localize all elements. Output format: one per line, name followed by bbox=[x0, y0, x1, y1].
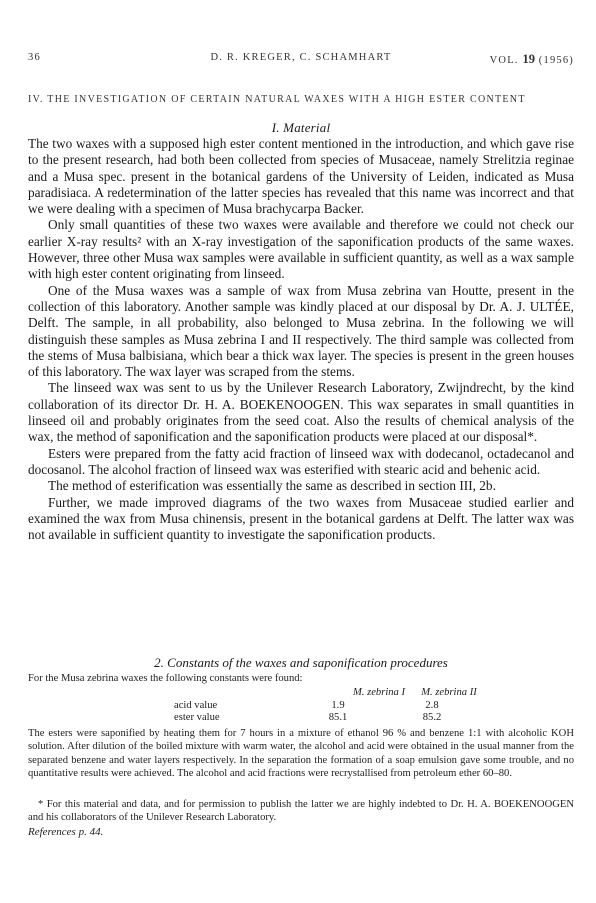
method-text: The esters were saponified by heating them for 7 hours in a mixture of ethanol 96 % and benzene 1:1 with alcoholic KOH solution. After dilution of the boiled mixture with warm water, the alcohol and acid were obtained in the usual manner from the separated benzene and water layers respectively. In the separation the formation of a soap emulsion gave some trouble, and no quantitative results were achieved. The alcohol and acid fractions were recrystallised from petroleum ether 60–80. bbox=[28, 728, 574, 780]
volume-year: (1956) bbox=[538, 55, 574, 66]
volume-info bbox=[490, 52, 574, 67]
section-heading: IV. THE INVESTIGATION OF CERTAIN NATURAL WAXES WITH A HIGH ESTER CONTENT bbox=[28, 94, 526, 105]
subsection-heading-constants: 2. Constants of the waxes and saponification procedures bbox=[154, 655, 448, 670]
footnote-text: * For this material and data, and for permission to publish the latter we are highly indebted to Dr. H. A. BOEKENOOGEN and his collaborators of the Unilever Research Laboratory. bbox=[28, 799, 574, 824]
body-text bbox=[28, 136, 574, 543]
paragraph: The two waxes with a supposed high ester content mentioned in the introduction, and which gave rise to the present research, had both been collected from species of Musaceae, namely Strelitzia reginae and a Musa spec. present in the botanical gardens of the University of Leiden, indicated as Musa paradisiaca. A redetermination of the latter species has revealed that this name was incorrect and that we were dealing with a specimen of Musa brachycarpa Backer. bbox=[28, 136, 574, 217]
volume-prefix: VOL. bbox=[489, 55, 519, 66]
table-header bbox=[344, 687, 484, 700]
page-number: 36 bbox=[28, 52, 41, 63]
cell-value: 85.1 bbox=[328, 712, 348, 723]
paragraph: Further, we made improved diagrams of the two waxes from Musaceae studied earlier and examined the wax from Musa chinensis, present in the botanical gardens at Delft. The latter wax was not available in sufficient quantity to investigate the saponification products. bbox=[28, 494, 574, 543]
volume-number: 19 bbox=[522, 52, 535, 66]
cell-value: 1.9 bbox=[331, 700, 345, 711]
row-label: acid value bbox=[174, 700, 218, 711]
row-label: ester value bbox=[174, 712, 220, 723]
column-header: M. zebrina I bbox=[352, 687, 406, 698]
paragraph: Only small quantities of these two waxes were available and therefore we could not check our earlier X-ray results² with an X-ray investigation of the saponification products of the same waxes. However, three other Musa wax samples were available in sufficient quantity, as well as a wax sample with high ester content originating from linseed. bbox=[28, 217, 574, 282]
cell-value: 85.2 bbox=[422, 712, 442, 723]
paragraph: The linseed wax was sent to us by the Unilever Research Laboratory, Zwijndrecht, by the kind collaboration of its director Dr. H. A. BOEKENOOGEN. This wax separates in small quantities in linseed oil and probably originates from the seed coat. Also the results of chemical analysis of the wax, the method of saponification and the saponification products were placed at our disposal*. bbox=[28, 380, 574, 445]
cell-value: 2.8 bbox=[425, 700, 439, 711]
table-intro: For the Musa zebrina waxes the following constants were found: bbox=[28, 673, 303, 684]
paragraph: One of the Musa waxes was a sample of wax from Musa zebrina van Houtte, present in the collection of this laboratory. Another sample was kindly placed at our disposal by Dr. A. J. ULTÉE, Delft. The sample, in all probability, also belonged to Musa zebrina. In the following we will distinguish these samples as Musa zebrina I and II respectively. The third sample was collected from the stems of Musa balbisiana, which bear a thick wax layer. The species is present in the green houses of this laboratory. The wax layer was scraped from the stems. bbox=[28, 282, 574, 380]
footnote bbox=[28, 798, 574, 825]
references-note: References p. 44. bbox=[28, 826, 104, 838]
paragraph: Esters were prepared from the fatty acid fraction of linseed wax with dodecanol, octadecanol and docosanol. The alcohol fraction of linseed wax was esterified with stearic acid and behenic acid. bbox=[28, 445, 574, 477]
paragraph: The method of esterification was essentially the same as described in section III, 2b. bbox=[48, 478, 496, 494]
subsection-heading-material: I. Material bbox=[271, 120, 331, 135]
running-authors: D. R. KREGER, C. SCHAMHART bbox=[210, 52, 392, 63]
column-header: M. zebrina II bbox=[421, 687, 477, 698]
table-row bbox=[174, 712, 504, 725]
